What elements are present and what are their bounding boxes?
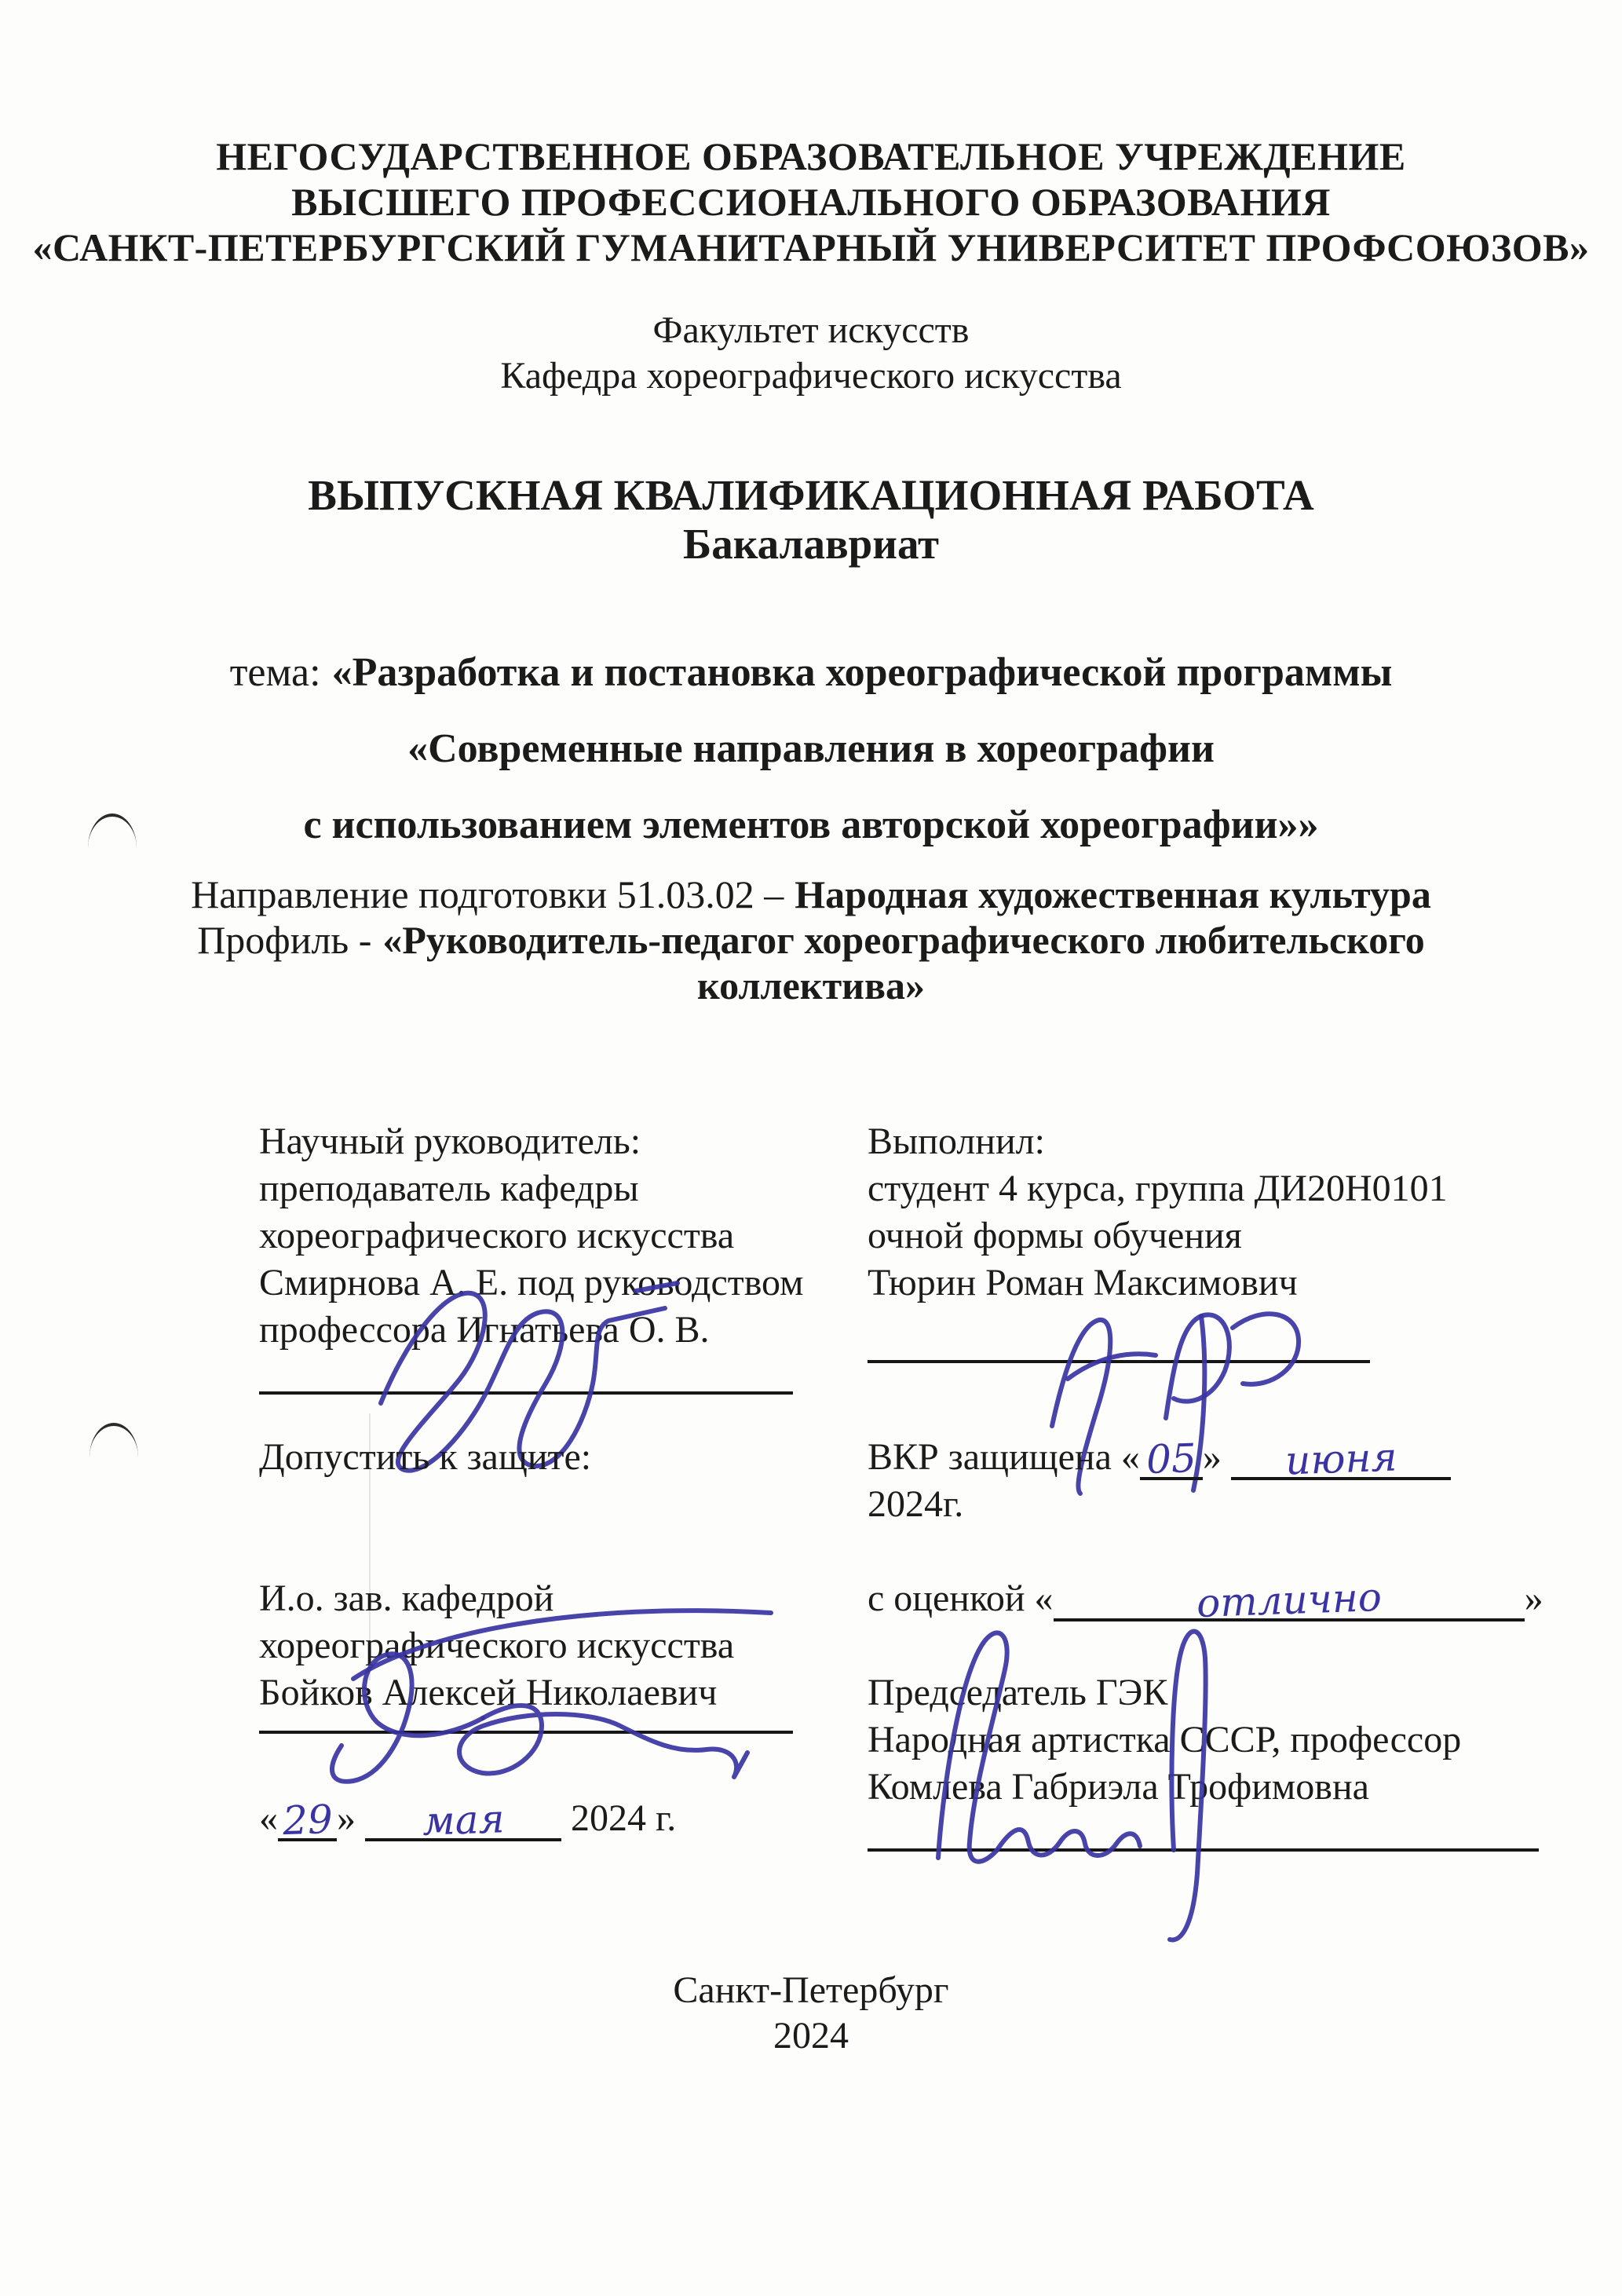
department-head-block [259, 1575, 824, 1717]
advisor-block [259, 1118, 824, 1354]
admission-day-blank [278, 1796, 337, 1844]
head-position-line2: хореографического искусства [259, 1625, 735, 1666]
faculty-line: Факультет искусств [652, 309, 970, 351]
theme-line1 [0, 634, 1622, 711]
chair-name: Комлева Габриэла Трофимовна [868, 1766, 1369, 1808]
theme-block [0, 634, 1622, 863]
admission-day-handwritten: 29 [281, 1796, 334, 1844]
theme-line2: «Современные направления в хореографии [407, 726, 1215, 771]
chair-rank: Народная артистка СССР, профессор [868, 1719, 1462, 1760]
chair-signature-line [868, 1848, 1539, 1852]
admission-month-handwritten: мая [421, 1796, 506, 1844]
profile-line [159, 917, 1463, 1008]
profile-value: «Руководитель-педагог хореографического любительского коллектива» [382, 918, 1425, 1007]
defense-date-block [868, 1434, 1574, 1528]
admission-quote-close: » [337, 1797, 356, 1839]
defense-day-blank [1140, 1435, 1203, 1483]
department-line: Кафедра хореографического искусства [500, 355, 1122, 397]
head-name: Бойков Алексей Николаевич [259, 1672, 718, 1713]
advisor-line3: Смирнова А. Е. под руководством [259, 1262, 804, 1303]
advisor-signature-line [259, 1391, 793, 1395]
author-heading: Выполнил: [868, 1121, 1045, 1162]
defense-day-handwritten: 05 [1145, 1435, 1197, 1483]
theme-line3: с использованием элементов авторской хореографии»» [303, 803, 1319, 847]
program-block [159, 872, 1463, 1008]
defense-month-blank [1231, 1434, 1451, 1484]
defense-year: 2024г. [868, 1483, 964, 1525]
author-block [868, 1118, 1558, 1307]
admission-month-blank [365, 1796, 561, 1844]
defense-quote-close: » [1202, 1436, 1222, 1478]
defense-date-line [868, 1434, 1574, 1484]
admission-date-line [259, 1795, 824, 1842]
footer-city: Санкт-Петербург [673, 1969, 949, 2011]
advisor-heading: Научный руководитель: [259, 1121, 641, 1162]
author-line1: студент 4 курса, группа ДИ20Н0101 [868, 1168, 1448, 1209]
chair-title: Председатель ГЭК [868, 1672, 1168, 1713]
direction-line [159, 872, 1463, 917]
theme-title-part1: «Разработка и постановка хореографической программы [331, 650, 1393, 695]
head-position-line1: И.о. зав. кафедрой [259, 1578, 554, 1619]
committee-chair-block [868, 1669, 1574, 1811]
author-line2: очной формы обучения [868, 1215, 1242, 1256]
grade-label: с оценкой « [868, 1578, 1054, 1619]
admission-heading-row [259, 1434, 824, 1481]
admission-quote-open: « [259, 1797, 278, 1839]
defense-month-handwritten: июня [1284, 1434, 1398, 1484]
grade-quote-close: » [1524, 1578, 1543, 1619]
institution-line2: ВЫСШЕГО ПРОФЕССИОНАЛЬНОГО ОБРАЗОВАНИЯ [291, 180, 1331, 224]
institution-line1: НЕГОСУДАРСТВЕННОЕ ОБРАЗОВАТЕЛЬНОЕ УЧРЕЖДЕНИЕ [216, 134, 1406, 178]
footer-block [0, 1968, 1622, 2059]
theme-label: тема: [229, 650, 321, 695]
advisor-line1: преподаватель кафедры [259, 1168, 639, 1209]
grade-handwritten: отлично [1195, 1574, 1383, 1627]
profile-label: Профиль - [197, 918, 372, 962]
head-signature-line [259, 1731, 793, 1734]
binder-arc-mark-bottom [90, 1423, 138, 1457]
defense-prefix: ВКР защищена « [868, 1436, 1140, 1478]
footer-year: 2024 [773, 2015, 849, 2057]
advisor-line2: хореографического искусства [259, 1215, 735, 1256]
institution-header [0, 133, 1622, 270]
direction-label: Направление подготовки 51.03.02 – [191, 872, 784, 916]
advisor-line4: профессора Игнатьева О. В. [259, 1309, 710, 1351]
admission-year: 2024 г. [571, 1797, 677, 1839]
institution-line3: «САНКТ-ПЕТЕРБУРГСКИЙ ГУМАНИТАРНЫЙ УНИВЕРСИТЕТ ПРОФСОЮЗОВ» [32, 225, 1590, 269]
author-signature-line [868, 1360, 1370, 1363]
grade-blank [1054, 1574, 1525, 1627]
grade-block [868, 1574, 1574, 1627]
degree-level: Бакалавриат [682, 520, 940, 568]
faculty-block [0, 308, 1622, 399]
author-line3: Тюрин Роман Максимович [868, 1262, 1298, 1303]
direction-value: Народная художественная культура [795, 872, 1431, 916]
admission-heading: Допустить к защите: [259, 1436, 592, 1478]
work-type-title: ВЫПУСКНАЯ КВАЛИФИКАЦИОННАЯ РАБОТА [308, 471, 1314, 519]
work-type-block [0, 471, 1622, 569]
